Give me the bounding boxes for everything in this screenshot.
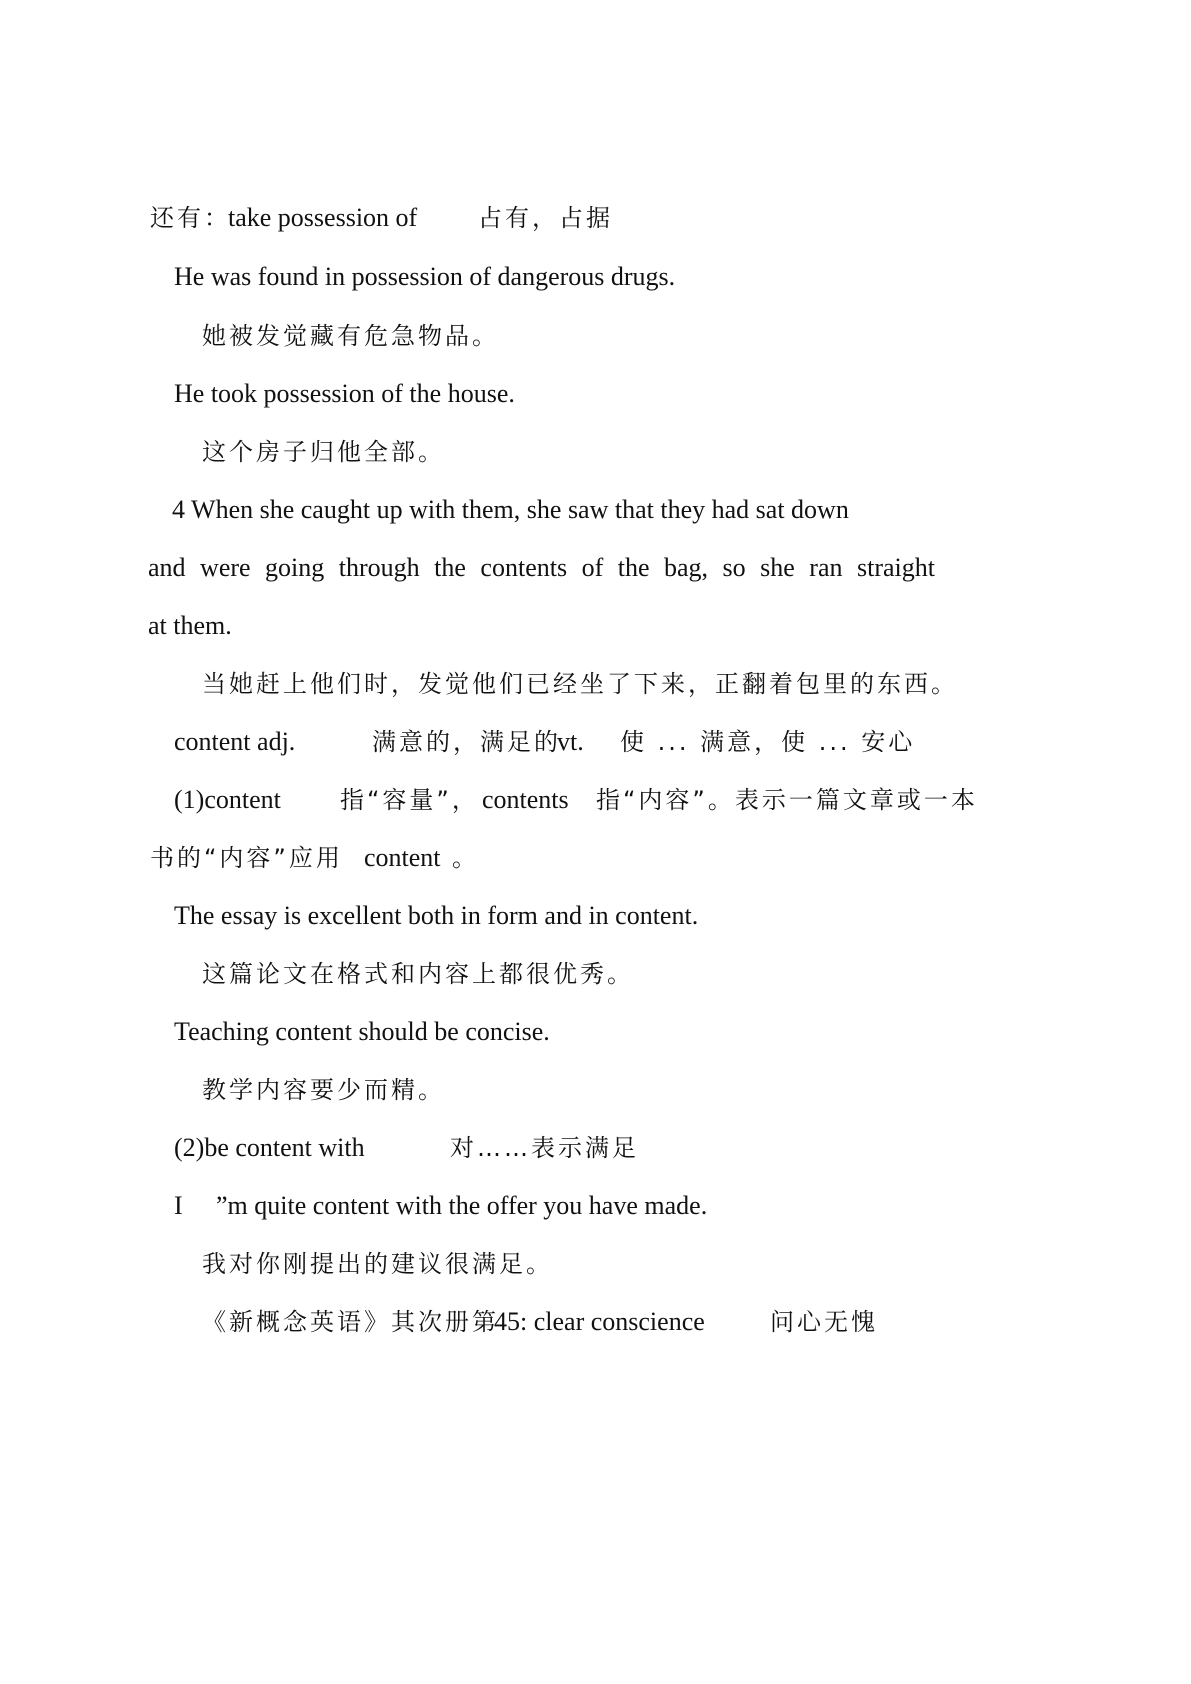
- cn-meaning-occupy: 占有，占据: [478, 204, 613, 232]
- line-content-definition: [174, 726, 974, 758]
- cn-book-content: 书的“内容”应用: [150, 844, 343, 872]
- sentence-4-line-1: 4 When she caught up with them, she saw that they had sat down: [172, 495, 849, 524]
- phrase-take-possession: take possession of: [228, 203, 418, 232]
- word-content-adj: content adj.: [174, 727, 296, 756]
- line-content-note-2: [174, 1132, 674, 1164]
- line-nce-reference: [202, 1306, 902, 1338]
- cn-period: 。: [452, 844, 479, 872]
- cn-clear-conscience: 问心无愧: [770, 1308, 878, 1336]
- word-i: I: [174, 1191, 183, 1220]
- translation-drugs: 她被发觉藏有危急物品。: [202, 322, 499, 350]
- cn-meaning-satisfy: 使 ... 满意，使 ... 安心: [620, 728, 916, 756]
- example-essay: The essay is excellent both in form and in content.: [174, 901, 699, 930]
- sentence-4-line-3: at them.: [148, 611, 232, 640]
- note-1-content: (1)content: [174, 785, 281, 814]
- line-take-possession: [150, 202, 850, 234]
- cn-be-satisfied: 对……表示满足: [450, 1134, 639, 1162]
- translation-teaching: 教学内容要少而精。: [202, 1076, 445, 1104]
- line-content-note-1-cont: [150, 842, 550, 874]
- cn-label-also: 还有：: [150, 204, 231, 232]
- translation-essay: 这篇论文在格式和内容上都很优秀。: [202, 960, 634, 988]
- word-contents: contents: [482, 785, 569, 814]
- cn-contents-meaning: 指“内容”。表示一篇文章或一本: [596, 786, 978, 814]
- line-content-note-1: [174, 784, 1004, 816]
- example-offer-rest: ”m quite content with the offer you have made.: [216, 1191, 708, 1220]
- word-content: content: [364, 843, 441, 872]
- example-drugs: He was found in possession of dangerous drugs.: [174, 262, 676, 291]
- phrase-clear-conscience: 45: clear conscience: [494, 1307, 705, 1336]
- cn-capacity: 指“容量”，: [340, 786, 479, 814]
- sentence-4-line-2: and were going through the contents of the bag, so she ran straight: [148, 553, 935, 582]
- phrase-be-content-with: (2)be content with: [174, 1133, 365, 1162]
- cn-meaning-satisfied: 满意的，满足的: [372, 728, 561, 756]
- pos-vt: vt.: [557, 727, 584, 756]
- example-house: He took possession of the house.: [174, 379, 515, 408]
- book-reference: 《新概念英语》其次册第: [202, 1308, 499, 1336]
- translation-sentence-4: 当她赶上他们时，发觉他们已经坐了下来，正翻着包里的东西。: [202, 670, 958, 698]
- example-offer: [174, 1190, 774, 1222]
- translation-offer: 我对你刚提出的建议很满足。: [202, 1250, 553, 1278]
- example-teaching: Teaching content should be concise.: [174, 1017, 550, 1046]
- translation-house: 这个房子归他全部。: [202, 438, 445, 466]
